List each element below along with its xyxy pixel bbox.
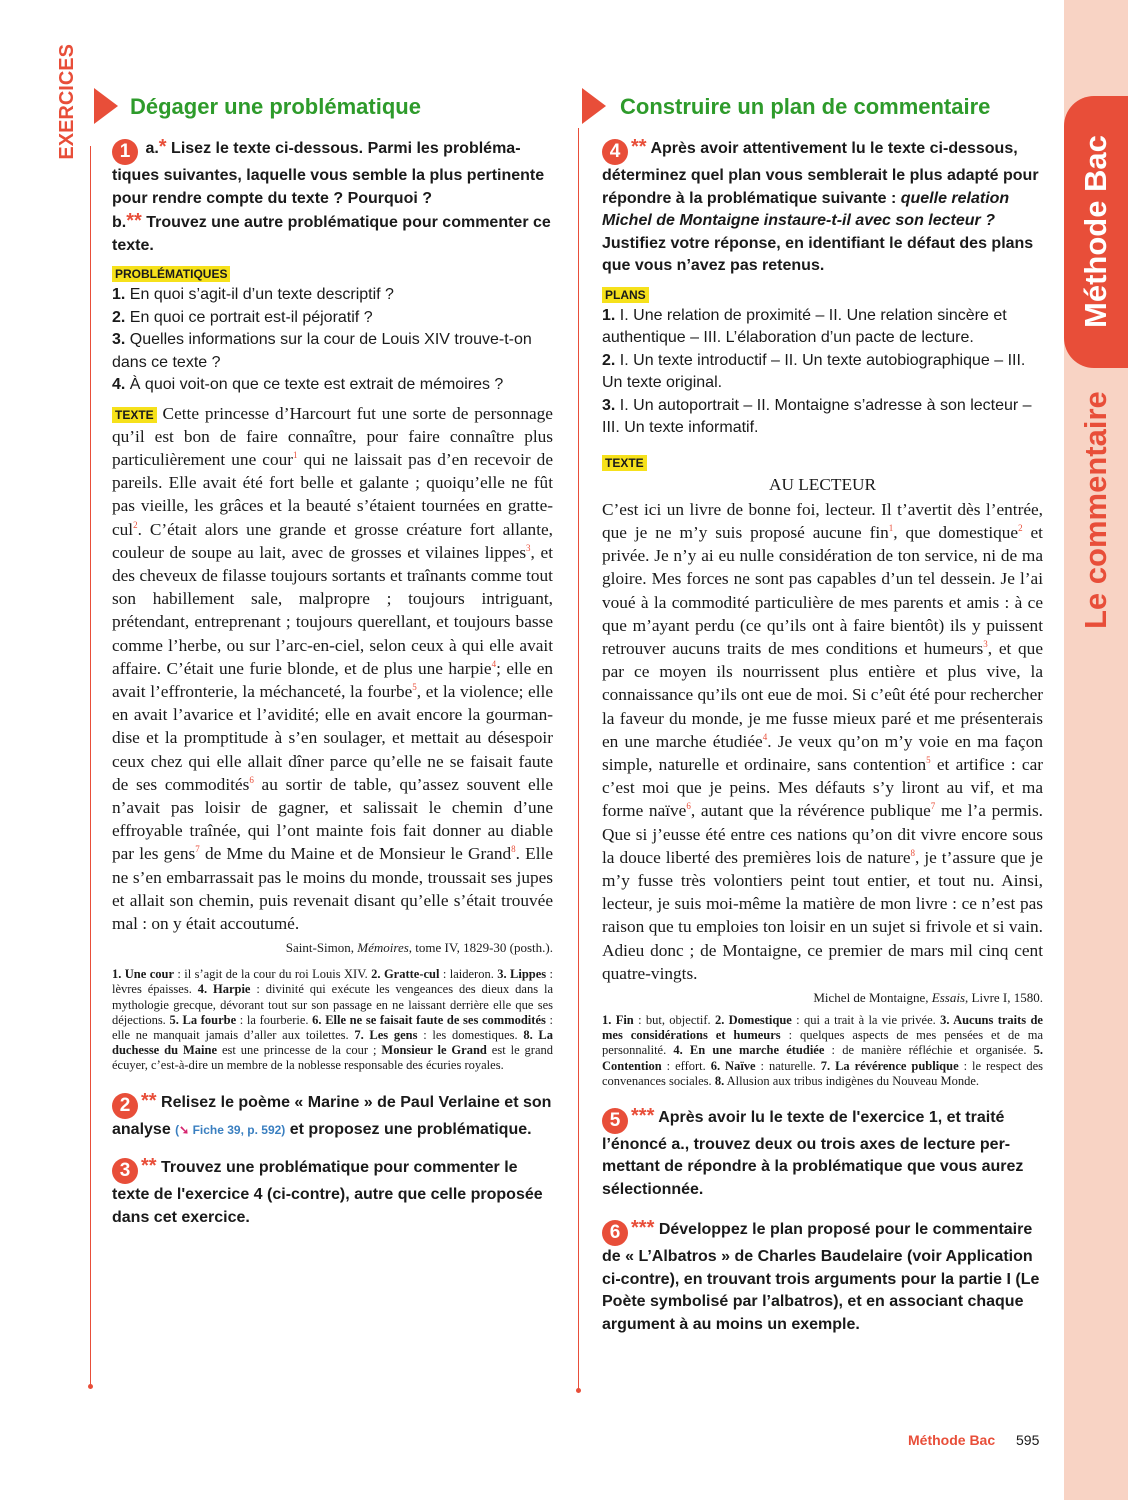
difficulty-stars: *** xyxy=(631,1104,655,1127)
footnotes: 1. Une cour : il s’agit de la cour du roi Louis XIV. 2. Gratte-cul : laideron. 3. Lippes : lèvres épaisses. 4. Harpie : divinité qui exécute les vengeances des dieux dans la mythologie grecque, dévorant tout sur son passage en ne laissant derrière elle que ses déjections. 5. La fourbe : la fourberie. 6. Elle ne se faisait faute de ses commodités : elle ne manquait jamais d’aller aux toilettes. 7. Les gens : les domestiques. 8. La duchesse du Maine est une princesse de la cour ; Monsieur le Grand est le grand écuyer, c’est-à-dire un membre de la noblesse responsable des écuries royales. xyxy=(112,967,554,1073)
exercise-number-badge: 5 xyxy=(602,1108,628,1134)
text-source: Saint-Simon, Mémoires, tome IV, 1829-30 (posth.). xyxy=(285,940,553,956)
center-margin-line xyxy=(578,128,579,1390)
arrow-link-icon: ➘ xyxy=(179,1122,190,1137)
margin-label-exercices: EXERCICES xyxy=(56,44,78,160)
exercise-number-badge: 1 xyxy=(112,139,138,165)
list-item: 3. Quelles informations sur la cour de Louis XIV trouve-t-on dans ce texte ? xyxy=(112,331,532,371)
list-item: 1. En quoi s’agit-il d’un texte descriptif ? xyxy=(112,286,394,303)
difficulty-stars: * xyxy=(158,136,167,158)
left-margin-dot xyxy=(88,1384,93,1389)
sidebar-label-methode-bac: Méthode Bac xyxy=(1078,135,1113,329)
exercise-2: 2 ** Relisez le poème « Marine » de Paul Verlaine et son analyse (➘ Fiche 39, p. 592) et proposez une problématique. xyxy=(112,1089,552,1138)
list-item: 3. I. Un autoportrait – II. Montaigne s’adresse à son lecteur – III. Un texte informatif. xyxy=(602,396,1032,436)
exercise-5: 5 *** Après avoir lu le texte de l'exercice 1, et traité l’énoncé a., trouvez deux ou trois axes de lecture permettant de répondre à la problématique que vous aurez sélectionnée. xyxy=(602,1104,1024,1198)
list-item: 4. À quoi voit-on que ce texte est extrait de mémoires ? xyxy=(112,376,504,393)
left-heading-arrow-icon xyxy=(94,88,118,124)
difficulty-stars: ** xyxy=(631,136,647,158)
exercise-1a-text: Lisez le texte ci-dessous. Parmi les problématiques suivantes, laquelle vous semble la plus pertinente pour rendre compte du texte ? Pourquoi ? xyxy=(112,140,545,207)
footnotes: 1. Fin : but, objectif. 2. Domestique : qui a trait à la vie privée. 3. Aucuns traits de mes considérations et humeurs : quelques aspects de mes pensées et de ma personnalité. 4. En une marche étudiée : de manière réfléchie et organisée. 5. Contention : effort. 6. Naïve : naturelle. 7. La révérence publique : le respect des convenances sociales. 8. Allusion aux tribus indigènes du Nouveau Monde. xyxy=(602,1012,1043,1088)
exercise-number-badge: 4 xyxy=(602,139,628,165)
texte-tag: TEXTE xyxy=(112,407,157,423)
problematiques-list xyxy=(112,284,553,397)
difficulty-stars: ** xyxy=(141,1155,157,1178)
left-margin-line xyxy=(90,146,91,1386)
plans-tag: PLANS xyxy=(602,287,649,303)
footer-section-label: Méthode Bac xyxy=(908,1432,996,1448)
plans-list xyxy=(602,305,1043,440)
montaigne-text: C’est ici un livre de bonne foi, lecteur. Il t’avertit dès l’entrée, que je ne m’y suis proposé aucune fin$^1$, que domestique$^2$ et privée. Je n’y ai eu nulle considération de ton service, ni de ma gloire. Mes forces ne sont pas capables d’un tel dessein. Je l’ai voué à la commodité particulière de mes parents et amis : à ce que m’ayant perdu (ce qu’ils ont à faire bientôt) ils y puissent retrouver aucuns traits de mes conditions et humeurs$^3$, et que par ce moyen ils nourrissent plus entière et plus vive, la connaissance qu’ils ont eue de moi. Si c’eût été pour rechercher la faveur du monde, je me fusse mieux paré et me présenterais en une marche étudiée$^4$. Je veux qu’on m’y voie en ma façon simple, naturelle et ordinaire, sans contention$^5$ et artifice : car c’est moi que je peins. Mes défauts s’y liront au vif, et ma forme naïve$^6$, autant que la révérence publique$^7$ me l’a permis. Que si j’eusse été entre ces nations qu’on dit vivre encore sous la douce liberté des premières lois de nature$^8$, je t’assure que je m’y fusse très volontiers peint tout entier, et tout nu. Ainsi, lecteur, je suis moi-même la matière de mon livre : ce n’est pas raison que tu emploies ton loisir en un sujet si frivole et si vain. Adieu donc ; de Montaigne, ce premier de mars mil cinq cent quatre-vingts. xyxy=(602,499,1044,983)
exercise-1: 1 a.* Lisez le texte ci-dessous. Parmi les problématiques suivantes, laquelle vous semble la plus pertinente pour rendre compte du texte ? Pourquoi ? b.** Trouvez une autre problématique pour commenter ce texte. xyxy=(112,136,551,254)
page-number: 595 xyxy=(1016,1432,1040,1448)
right-heading-arrow-icon xyxy=(582,88,606,124)
exercise-3: 3 ** Trouvez une problématique pour commenter le texte de l'exercice 4 (ci-contre), autre que celle proposée dans cet exercice. xyxy=(112,1155,543,1226)
exercise-4: 4 ** Après avoir attentivement lu le texte ci-dessous, déterminez quel plan vous semblerait le plus adapté pour répondre à la problématique suivante : quelle relation Michel de Montaigne instaure-t-il avec son lecteur ? Justifiez votre réponse, en identifiant le défaut des plans que vous n’avez pas retenus. xyxy=(602,136,1039,274)
exercise-1b-text: Trouvez une autre problématique pour commenter ce texte. xyxy=(112,214,551,254)
sidebar-label-commentaire: Le commentaire xyxy=(1078,391,1113,629)
right-column xyxy=(602,136,1043,1336)
list-item: 1. I. Une relation de proximité – II. Une relation sincère et authentique – III. L’élaboration d’un pacte de lecture. xyxy=(602,306,1007,346)
left-column xyxy=(112,136,553,1229)
exercise-number-badge: 2 xyxy=(112,1093,138,1119)
exercise-number-badge: 6 xyxy=(602,1220,628,1246)
exercise-number-badge: 3 xyxy=(112,1158,138,1184)
list-item: 2. I. Un texte introductif – II. Un texte autobiographique – III. Un texte original. xyxy=(602,351,1026,391)
difficulty-stars: ** xyxy=(141,1089,157,1112)
right-section-heading: Construire un plan de commentaire xyxy=(620,94,991,119)
texte-tag: TEXTE xyxy=(602,455,647,471)
saint-simon-text: TEXTE Cette princesse d’Harcourt fut une sorte de personnage qu’il est bon de faire connaître, pour faire connaître plus particulièrement une cour$^1$ qui ne laissait pas d’en recevoir de pareils. Elle avait été fort belle et galante ; quoiqu’elle ne fût pas vieille, les grâces et la beauté s’étaient tournées en gratte-cul$^2$. C’était alors une grande et grosse créature fort allante, couleur de soupe au lait, avec de grosses et vilaines lippes$^3$, et des cheveux de filasse toujours sortants et traînants comme tout son habillement sale, malpropre ; toujours intriguant, prétendant, entreprenant ; toujours querellant, et toujours basse comme l’herbe, ou sur l’arc-en-ciel, selon ceux à qui elle avait affaire. C’était une furie blonde, et de plus une harpie$^4$; elle en avait l’effronterie, la méchanceté, la fourbe$^5$, et la violence; elle en avait l’avarice et l’avidité; elle en avait encore la gourmandise et la promptitude à s’en soulager, et mettait au désespoir ceux chez qui elle allait dîner parce qu’elle ne se faisait faute de ses commodités$^6$ au sortir de table, qu’assez souvent elle n’avait pas loisir de gagner, et salissait le chemin d’une effroyable traînée, qui l’ont mainte fois fait donner au diable par les gens$^7$ de Mme du Maine et de Monsieur le Grand$^8$. Elle ne s’en embarrassait pas le moins du monde, troussait ses jupes et allait son chemin, puis revenait disant qu’elle s’était trouvée mal : on y était accoutumé. xyxy=(112,403,554,933)
difficulty-stars: *** xyxy=(631,1217,655,1240)
text-source: Michel de Montaigne, Essais, Livre I, 1580. xyxy=(813,989,1043,1005)
exercise-6: 6 *** Développez le plan proposé pour le commentaire de « L’Albatros » de Charles Baudelaire (voir Application ci-contre), en trouvant trois arguments pour la partie I (Le Poète symbolisé par l’albatros), et en associant chaque argument à au moins un exemple. xyxy=(602,1217,1040,1333)
left-section-heading: Dégager une problématique xyxy=(130,94,421,119)
center-margin-dot xyxy=(576,1388,581,1393)
difficulty-stars: ** xyxy=(126,210,142,232)
fiche-reference-link[interactable]: (➘ Fiche 39, p. 592) xyxy=(175,1122,286,1137)
text-title: AU LECTEUR xyxy=(768,474,877,494)
problematiques-tag: PROBLÉMATIQUES xyxy=(112,266,230,282)
list-item: 2. En quoi ce portrait est-il péjoratif ? xyxy=(112,308,373,326)
